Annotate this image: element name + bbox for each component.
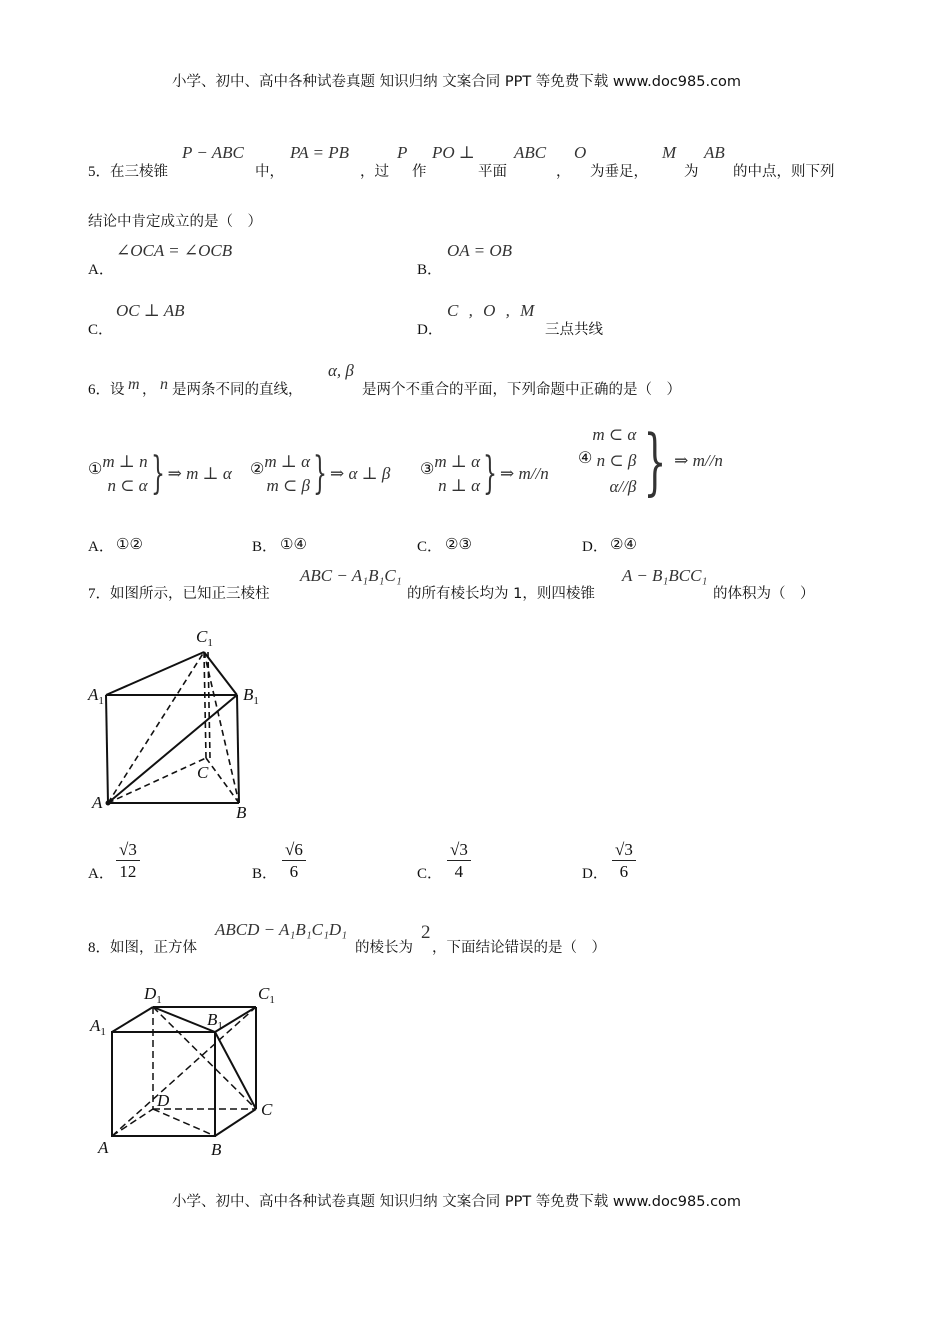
label-b: B [211, 1140, 222, 1159]
q6-option-a-label: A． [88, 539, 114, 555]
right-brace-icon: } [643, 419, 667, 503]
q5-text: 作 [412, 164, 427, 180]
q5-option-d-text: 三点共线 [545, 322, 603, 338]
label-c: C [197, 763, 209, 782]
q8-number: 8． [88, 940, 111, 956]
prop-3-conclusion: ⇒ m//n [500, 464, 549, 483]
q5-math: M [662, 143, 677, 162]
q8-text: 如图，正方体 [110, 940, 197, 956]
q6-option-c-label: C． [417, 539, 443, 555]
q7-math: A − B₁BCC₁ [622, 566, 708, 585]
q6-math: m [128, 376, 140, 393]
q6-text: 设 [110, 382, 125, 398]
q6-option-a[interactable]: ①② [116, 537, 143, 553]
q5-option-c-label: C． [88, 322, 114, 338]
q7-option-b[interactable]: $\frac{√6}{6}$ [282, 840, 306, 881]
q5-option-d[interactable]: C , O , M [447, 301, 535, 320]
q6-option-c[interactable]: ②③ [445, 537, 472, 553]
prop-1-line: n ⊂ α [107, 476, 148, 495]
q6-option-b-label: B． [252, 539, 278, 555]
q5-text-line2: 结论中肯定成立的是（ ） [88, 214, 262, 230]
prop-4-line: m ⊂ α [592, 425, 637, 444]
q7-option-b-label: B． [252, 866, 278, 882]
right-brace-icon: } [150, 448, 165, 499]
q7-text: 的所有棱长均为 1，则四棱锥 [407, 586, 595, 602]
q6-text: 是两个不重合的平面，下列命题中正确的是（ ） [362, 382, 681, 398]
prop-4-line: n ⊂ β [596, 451, 637, 470]
label-a1: $A_1$ [88, 685, 104, 707]
q7-option-a-label: A． [88, 866, 114, 882]
label-c: C [261, 1100, 273, 1119]
prism-figure [80, 620, 280, 820]
q5-text: 在三棱锥 [110, 164, 168, 180]
q7-number: 7． [88, 586, 111, 602]
q5-text: 的中点，则下列 [733, 164, 835, 180]
label-b1: $B_1$ [207, 1010, 223, 1032]
label-c1: $C_1$ [196, 627, 213, 649]
q5-text: 中， [255, 164, 284, 180]
prop-4-mark: ④ [578, 450, 593, 467]
proposition-2 [250, 450, 390, 498]
q7-option-a[interactable]: $\frac{√3}{12}$ [116, 840, 140, 881]
footer-banner: 小学、初中、高中各种试卷真题 知识归纳 文案合同 PPT 等免费下载 www.doc985.com [172, 1194, 742, 1210]
label-d: D [157, 1091, 170, 1110]
q6-text: ， [142, 382, 157, 398]
q5-option-a-label: A． [88, 262, 114, 278]
q5-math: PO ⊥ [432, 143, 475, 162]
q6-number: 6． [88, 382, 111, 398]
q6-math: n [160, 376, 168, 393]
prop-3-line: n ⊥ α [438, 476, 481, 495]
q6-math: α, β [328, 361, 354, 380]
q6-option-d-label: D． [582, 539, 608, 555]
q7-option-c[interactable]: $\frac{√3}{4}$ [447, 840, 471, 881]
label-b: B [236, 803, 247, 820]
prop-4-conclusion: ⇒ m//n [674, 451, 723, 470]
proposition-3 [420, 450, 549, 498]
q5-option-b[interactable]: OA = OB [447, 241, 512, 260]
prop-1-line: m ⊥ n [102, 452, 148, 471]
q5-option-c[interactable]: OC ⊥ AB [116, 301, 185, 320]
q7-option-d[interactable]: $\frac{√3}{6}$ [612, 840, 636, 881]
q8-math: ABCD − A₁B₁C₁D₁ [215, 920, 348, 939]
label-a: A [92, 793, 103, 812]
q6-option-d[interactable]: ②④ [610, 537, 637, 553]
prop-3-line: m ⊥ α [434, 452, 481, 471]
q7-math: ABC − A₁B₁C₁ [300, 566, 402, 585]
q5-text: 平面 [478, 164, 507, 180]
label-a: A [98, 1138, 109, 1157]
q5-text: 为垂足， [590, 164, 648, 180]
right-brace-icon: } [313, 448, 328, 499]
q5-text: ，过 [360, 164, 389, 180]
cube-figure [80, 975, 290, 1165]
prop-3-mark: ③ [420, 461, 435, 478]
q8-text: ，下面结论错误的是（ ） [432, 940, 606, 956]
q5-text: 为 [684, 164, 699, 180]
q7-text: 如图所示，已知正三棱柱 [110, 586, 270, 602]
q5-text: ， [556, 164, 571, 180]
header-banner: 小学、初中、高中各种试卷真题 知识归纳 文案合同 PPT 等免费下载 www.doc985.com [172, 74, 742, 90]
proposition-1 [88, 450, 232, 498]
prop-2-conclusion: ⇒ α ⊥ β [330, 464, 391, 483]
q7-option-c-label: C． [417, 866, 443, 882]
label-b1: $B_1$ [243, 685, 259, 707]
q6-text: 是两条不同的直线， [172, 382, 303, 398]
prop-2-mark: ② [250, 461, 265, 478]
q5-option-a[interactable]: ∠OCA = ∠OCB [116, 241, 233, 260]
q8-math: 2 [421, 922, 431, 943]
q5-option-b-label: B． [417, 262, 443, 278]
q6-option-b[interactable]: ①④ [280, 537, 307, 553]
q5-math: P [397, 143, 408, 162]
prop-2-line: m ⊥ α [264, 452, 311, 471]
q5-math: ABC [514, 143, 547, 162]
q5-math: AB [704, 143, 725, 162]
q5-number: 5． [88, 164, 111, 180]
label-a1: $A_1$ [90, 1016, 106, 1038]
label-d1: $D_1$ [144, 984, 162, 1006]
q8-text: 的棱长为 [355, 940, 413, 956]
q7-option-d-label: D． [582, 866, 608, 882]
q7-text: 的体积为（ ） [713, 586, 815, 602]
prop-4-line: α//β [609, 477, 637, 496]
q5-math: P − ABC [182, 143, 244, 162]
q5-math: O [574, 143, 587, 162]
q5-option-d-label: D． [417, 322, 443, 338]
proposition-4 [578, 419, 723, 503]
label-c1: $C_1$ [258, 984, 275, 1006]
right-brace-icon: } [483, 448, 498, 499]
prop-1-mark: ① [88, 461, 103, 478]
q5-math: PA = PB [290, 143, 350, 162]
prop-2-line: m ⊂ β [266, 476, 311, 495]
prop-1-conclusion: ⇒ m ⊥ α [167, 464, 232, 483]
